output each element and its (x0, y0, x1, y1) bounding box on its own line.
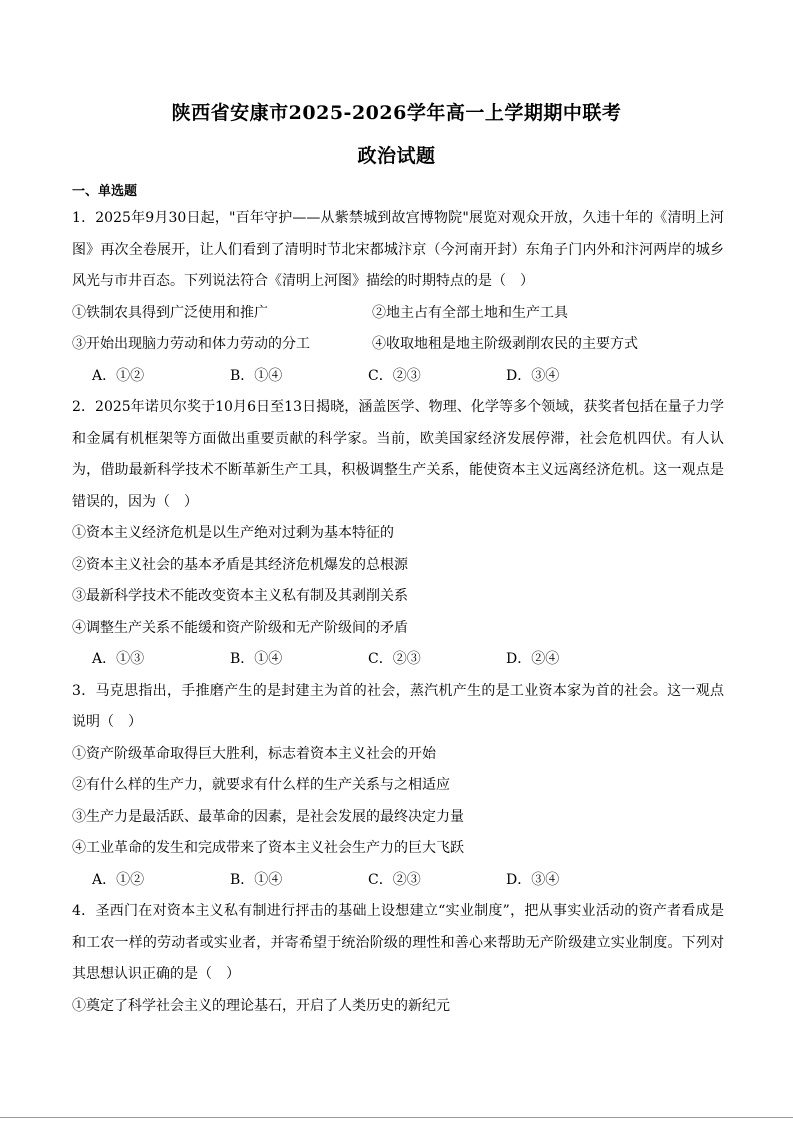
question-stem: 1．2025年9月30日起，"百年守护——从紫禁城到故宫博物院"展览对观众开放，久违十年的《清明上河图》再次全卷展开，让人们看到了清明时节北宋都城汴京（今河南开封）东角子门内外和汴河两岸的城乡风光与市井百态。下列说法符合《清明上河图》描绘的时期特点的是（ ） (72, 210, 724, 289)
choice-a[interactable]: A．①② (92, 871, 145, 888)
statement-item: ③生产力是最活跃、最革命的因素，是社会发展的最终决定力量 (72, 808, 464, 825)
choice-b[interactable]: B．①④ (230, 871, 283, 888)
statement-item: ①奠定了科学社会主义的理论基石，开启了人类历史的新纪元 (72, 997, 450, 1014)
option-row (72, 298, 724, 330)
question-stem: 3．马克思指出，手推磨产生的是封建主为首的社会，蒸汽机产生的是工业资本家为首的社会。这一观点说明（ ） (72, 682, 724, 730)
choice-d[interactable]: D．③④ (506, 871, 560, 888)
option-row (72, 329, 724, 361)
page-title: 陕西省安康市2025-2026学年高一上学期期中联考 (171, 102, 622, 124)
statement-item: ②地主占有全部土地和生产工具 (372, 304, 568, 321)
question-1 (72, 203, 724, 392)
statement-item: ③最新科学技术不能改变资本主义私有制及其剥削关系 (72, 588, 408, 604)
answer-choices (72, 644, 724, 676)
page-bottom-divider (0, 1117, 793, 1118)
statement-item: ①资产阶级革命取得巨大胜利，标志着资本主义社会的开始 (72, 745, 436, 762)
statement-item: ④收取地租是地主阶级剥削农民的主要方式 (372, 336, 638, 352)
question-stem: 4．圣西门在对资本主义私有制进行抨击的基础上设想建立“实业制度”，把从事实业活动的资产者看成是和工农一样的劳动者或实业者，并寄希望于统治阶级的理性和善心来帮助无产阶级建立实业制度。下列对其思想认识正确的是（ ） (72, 903, 724, 982)
choice-b[interactable]: B．①④ (230, 367, 283, 384)
statement-item: ②有什么样的生产力，就要求有什么样的生产关系与之相适应 (72, 777, 450, 793)
section-heading: 一、单选题 (72, 184, 138, 199)
choice-d[interactable]: D．②④ (506, 651, 560, 667)
question-4 (72, 896, 724, 1022)
choice-b[interactable]: B．①④ (230, 651, 283, 667)
answer-choices (72, 865, 724, 897)
questions (72, 203, 724, 1022)
statement-item: ④调整生产关系不能缓和资产阶级和无产阶级间的矛盾 (72, 619, 408, 636)
choice-c[interactable]: C．②③ (368, 367, 421, 384)
statement-item: ①铁制农具得到广泛使用和推广 (72, 304, 268, 321)
question-stem: 2．2025年诺贝尔奖于10月6日至13日揭晓，涵盖医学、物理、化学等多个领域，获奖者包括在量子力学和金属有机框架等方面做出重要贡献的科学家。当前，欧美国家经济发展停滞，社会危机四伏。有人认为，借助最新科学技术不断革新生产工具，积极调整生产关系，能使资本主义远离经济危机。这一观点是错误的，因为（ ） (72, 399, 724, 510)
choice-a[interactable]: A．①③ (92, 651, 145, 667)
choice-c[interactable]: C．②③ (368, 651, 421, 667)
answer-choices (72, 361, 724, 393)
choice-d[interactable]: D．③④ (506, 367, 560, 384)
question-3 (72, 676, 724, 897)
choice-c[interactable]: C．②③ (368, 871, 421, 888)
statement-item: ④工业革命的发生和完成带来了资本主义社会生产力的巨大飞跃 (72, 840, 464, 856)
statement-item: ①资本主义经济危机是以生产绝对过剩为基本特征的 (72, 525, 394, 541)
page-subtitle: 政治试题 (357, 145, 436, 167)
statement-item: ②资本主义社会的基本矛盾是其经济危机爆发的总根源 (72, 556, 408, 573)
choice-a[interactable]: A．①② (92, 367, 145, 384)
question-2 (72, 392, 724, 676)
statement-item: ③开始出现脑力劳动和体力劳动的分工 (72, 336, 310, 352)
